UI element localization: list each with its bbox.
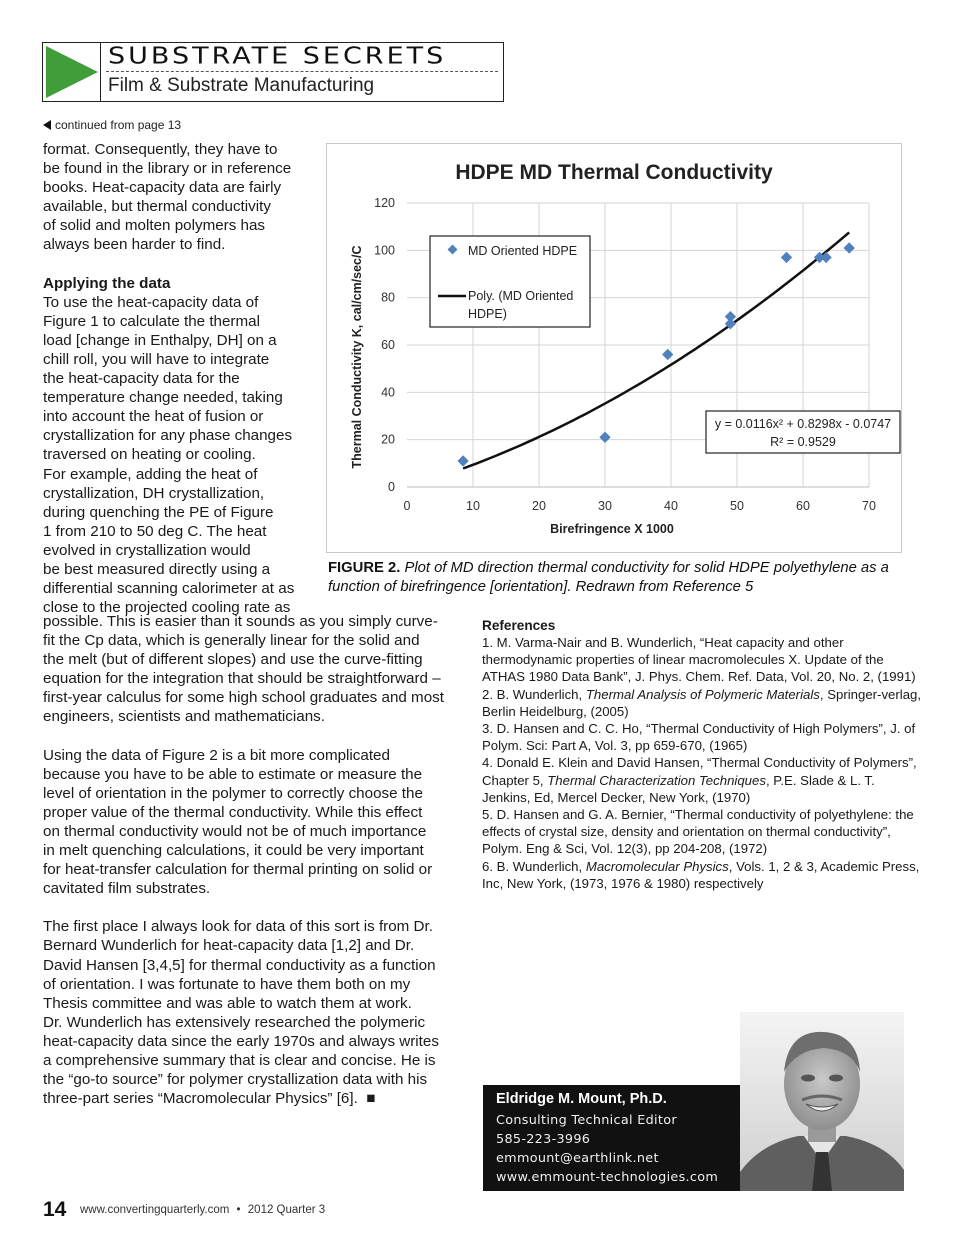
y-tick-label: 80 xyxy=(381,290,395,305)
triangle-left-icon xyxy=(43,120,51,130)
x-tick-label: 20 xyxy=(532,499,546,513)
body-paragraph: format. Consequently, they have to be found in the library or in reference books. Heat-capacity data are fairly available, but thermal conductivity of solid and molten polymers has always been harder to find. xyxy=(43,141,292,254)
footer-bullet: • xyxy=(236,1204,241,1216)
x-tick-label: 50 xyxy=(730,499,744,513)
author-website[interactable]: www.emmount-technologies.com xyxy=(496,1170,719,1185)
footer-issue: 2012 Quarter 3 xyxy=(247,1204,326,1216)
legend-label-fit: Poly. (MD Oriented xyxy=(468,289,574,303)
column-title: SUBSTRATE SECRETS xyxy=(108,43,447,70)
x-tick-label: 60 xyxy=(796,499,810,513)
reference-text: , P.E. Slade & L. T. Jenkins, Ed, Mercel Decker, New York, (1970) xyxy=(482,772,875,805)
data-point xyxy=(725,311,736,322)
trend-equation: y = 0.0116x² + 0.8298x - 0.0747 xyxy=(714,417,892,431)
brand-triangle-icon xyxy=(44,44,100,100)
x-tick-label: 10 xyxy=(466,499,480,513)
body-paragraph: Using the data of Figure 2 is a bit more complicated because you have to be able to estimate or measure the level of orientation in the polymer to correctly choose the proper value of the thermal conductivity. While this effect on thermal conductivity would not be of much importance in melt quenching calculations, it could be very important for heat-transfer calculation for thermal printing on solid or cavitated film substrates. xyxy=(43,746,433,898)
x-tick-label: 0 xyxy=(403,499,411,513)
reference-text: 1. M. Varma-Nair and B. Wunderlich, “Heat capacity and other thermodynamic properties of linear macromolecules X. Update of the ATHAS 1980 Data Bank”, J. Phys. Chem. Ref. Data, Vol. 20, No. 2, (1991) xyxy=(482,635,916,685)
data-point xyxy=(599,432,610,443)
x-axis-label: Birefringence X 1000 xyxy=(550,522,674,536)
legend-label-fit-cont: HDPE) xyxy=(468,307,507,321)
reference-title: Macromolecular Physics xyxy=(585,858,729,874)
reference-item xyxy=(482,754,922,806)
section-heading-wrap xyxy=(43,274,318,293)
reference-title: Thermal Analysis of Polymeric Materials xyxy=(585,686,820,702)
author-role: Consulting Technical Editor xyxy=(496,1113,677,1128)
continued-text: continued from page 13 xyxy=(55,118,182,132)
left-column xyxy=(43,140,318,617)
header-divider xyxy=(100,42,101,102)
references-list xyxy=(482,634,922,892)
reference-item xyxy=(482,806,922,858)
section-heading: Applying the data xyxy=(43,274,171,292)
end-mark: ■ xyxy=(366,1090,376,1108)
reference-item xyxy=(482,686,922,720)
continued-note xyxy=(43,118,181,132)
author-photo xyxy=(740,1012,904,1191)
references-heading: References xyxy=(482,618,556,633)
column-subtitle: Film & Substrate Manufacturing xyxy=(108,75,375,96)
y-tick-label: 0 xyxy=(388,480,395,494)
reference-text: , Springer-verlag, Berlin Heidelburg, (2005) xyxy=(482,686,922,719)
author-phone: 585-223-3996 xyxy=(496,1132,591,1147)
body-paragraph: possible. This is easier than it sounds as you simply curve- fit the Cp data, which is generally linear for the solid and the melt (but of different slopes) and use the curve-fitting equation for the integration that should be straightforward – first-year calculus for some high school graduates and most engineers, scientists and mathematicians. xyxy=(43,613,444,726)
body-paragraph: To use the heat-capacity data of Figure 1 to calculate the thermal load [change in Enthalpy, DH] on a chill roll, you will have to integrate the heat-capacity data for the temperature change needed, taking into account the heat of fusion or crystallization for any phase changes traversed on heating or cooling. For example, adding the heat of crystallization, DH crystallization, during quenching the PE of Figure 1 from 210 to 50 deg C. The heat evolved in crystallization would be best measured directly using a differential scanning calorimeter at as close to the projected cooling rate as xyxy=(43,293,295,617)
reference-text: , Vols. 1, 2 & 3, Academic Press, Inc, New York, (1973, 1976 & 1980) respectively xyxy=(482,858,920,891)
caption-text: Plot of MD direction thermal conductivity for solid HDPE polyethylene as a function of birefringence [orientation]. Redrawn from Reference 5 xyxy=(328,560,889,595)
equation-box xyxy=(706,411,900,453)
author-email[interactable]: emmount@earthlink.net xyxy=(496,1151,659,1166)
x-tick-label: 70 xyxy=(862,499,876,513)
x-tick-label: 30 xyxy=(598,499,612,513)
x-tick-label: 40 xyxy=(664,499,678,513)
footer-website[interactable]: www.convertingquarterly.com xyxy=(80,1204,230,1216)
references-section xyxy=(482,617,922,892)
author-name: Eldridge M. Mount, Ph.D. xyxy=(496,1091,667,1107)
data-point xyxy=(457,455,468,466)
data-point xyxy=(662,349,673,360)
body-paragraph xyxy=(43,917,473,1108)
reference-text: 2. B. Wunderlich, xyxy=(482,686,586,702)
y-tick-label: 40 xyxy=(381,385,395,400)
wide-column xyxy=(43,612,473,1108)
footer-text xyxy=(80,1204,325,1216)
reference-item xyxy=(482,720,922,754)
reference-item xyxy=(482,858,922,892)
reference-text: 6. B. Wunderlich, xyxy=(482,858,586,874)
y-axis-label: Thermal Conductivity K, cal/cm/sec/C xyxy=(350,245,364,469)
reference-text: 3. D. Hansen and C. C. Ho, “Thermal Conductivity of High Polymers”, J. of Polym. Sci: Part A, Vol. 3, pp 659-670, (1965) xyxy=(482,721,916,754)
photo-eye-right xyxy=(829,1075,843,1082)
reference-item xyxy=(482,634,922,686)
body-paragraph-text: The first place I always look for data of this sort is from Dr. Bernard Wunderlich for heat-capacity data [1,2] and Dr. David Hansen [3,4,5] for thermal conductivity as a function of orientation. I was fortunate to have them both on my Thesis committee and was able to watch them at work. Dr. Wunderlich has extensively researched the polymeric heat-capacity data since the early 1970s and always writes a comprehensive summary that is clear and concise. He is the “go-to source” for polymer crystallization data with his three-part series “Macromolecular Physics” [6]. xyxy=(43,918,439,1108)
legend-label-points: MD Oriented HDPE xyxy=(468,244,578,258)
reference-title: Thermal Characterization Techniques xyxy=(547,772,766,788)
data-point xyxy=(844,242,855,253)
y-tick-label: 60 xyxy=(381,338,395,352)
r-squared: R² = 0.9529 xyxy=(770,435,836,449)
photo-eye-left xyxy=(801,1075,815,1082)
y-tick-label: 100 xyxy=(374,243,395,258)
page-number: 14 xyxy=(43,1198,67,1221)
figure-caption xyxy=(328,559,918,597)
header-dashed-rule xyxy=(106,71,498,72)
y-tick-label: 120 xyxy=(374,196,395,210)
data-point xyxy=(781,252,792,263)
caption-label: FIGURE 2. xyxy=(328,560,401,576)
chart-legend xyxy=(430,236,590,327)
y-tick-label: 20 xyxy=(381,432,395,447)
reference-text: 4. Donald E. Klein and David Hansen, “Thermal Conductivity of Polymers”, Chapter 5, xyxy=(482,755,917,788)
thermal-conductivity-chart xyxy=(326,143,902,553)
brand-triangle-shape xyxy=(46,46,98,98)
chart-title: HDPE MD Thermal Conductivity xyxy=(455,161,773,184)
reference-text: 5. D. Hansen and G. A. Bernier, “Thermal conductivity of polyethylene: the effects of crystal size, density and orientation on thermal conductivity”, Polym. Eng & Sci, Vol. 12(3), pp 204-208, (1972) xyxy=(482,807,914,857)
